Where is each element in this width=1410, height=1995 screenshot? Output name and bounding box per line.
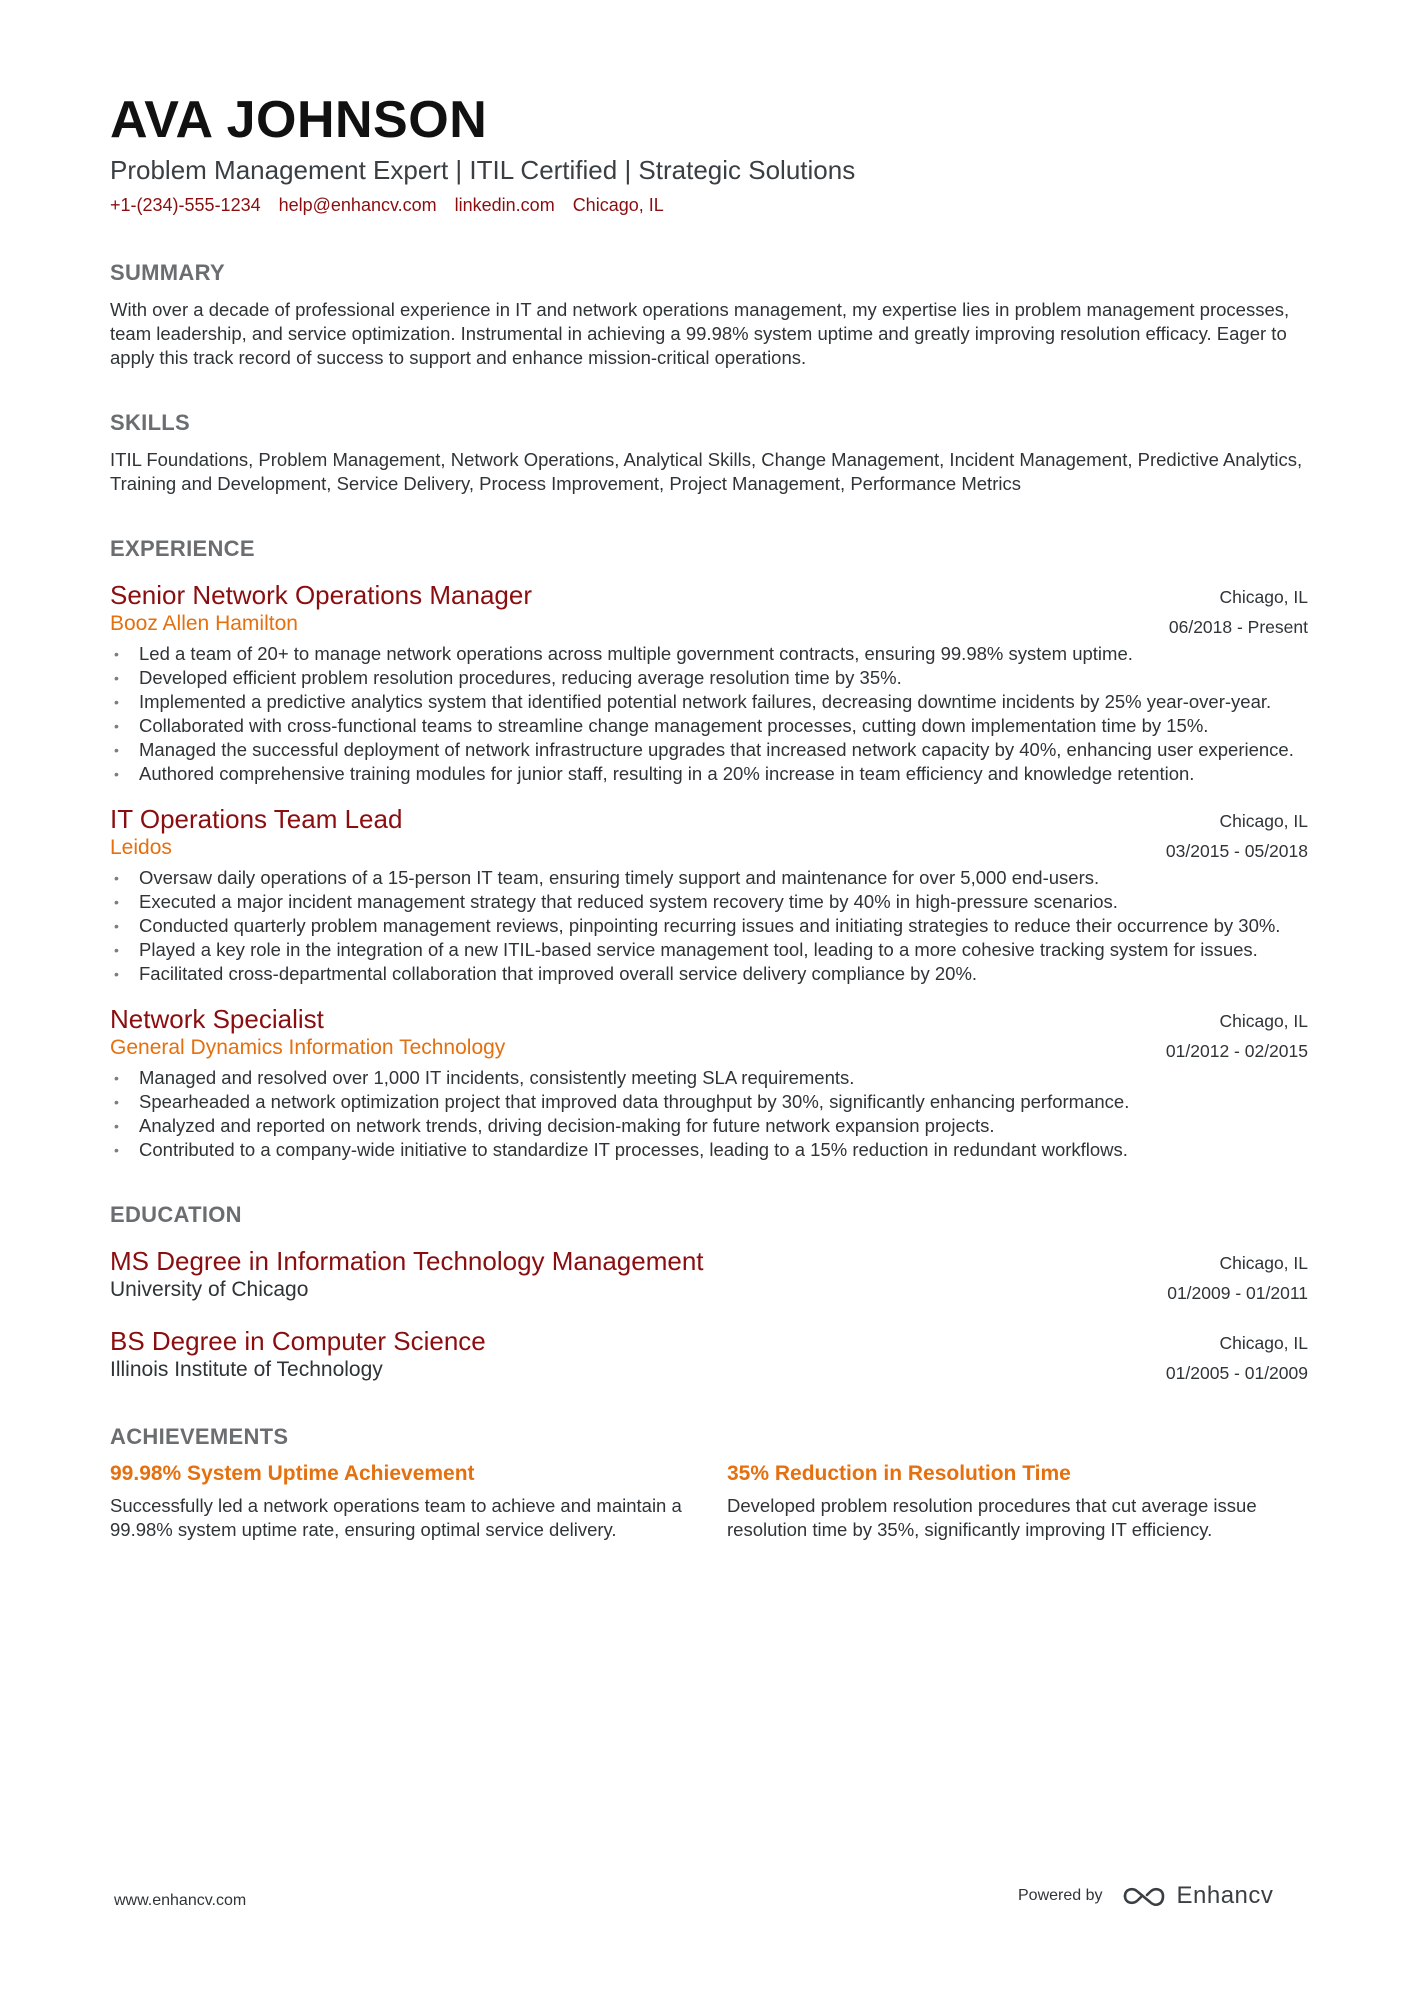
- job-entry: [110, 804, 1308, 986]
- degree-title: MS Degree in Information Technology Management: [110, 1245, 704, 1276]
- section-title: ACHIEVEMENTS: [110, 1423, 289, 1449]
- education-meta: [1166, 1328, 1308, 1388]
- list-item: • Collaborated with cross-functional teams to streamline change management processes, cutting down implementation time by 15%.: [110, 714, 1308, 738]
- skills-section: [110, 410, 1308, 496]
- list-item: • Analyzed and reported on network trends, driving decision-making for future network expansion projects.: [110, 1114, 1308, 1138]
- job-title: IT Operations Team Lead: [110, 803, 403, 834]
- achievements-grid: [110, 1462, 1308, 1542]
- education-entry: [110, 1326, 1308, 1384]
- job-entry: [110, 1004, 1308, 1162]
- section-title: EXPERIENCE: [110, 535, 255, 561]
- education-location: Chicago, IL: [1219, 1332, 1308, 1353]
- school-name: University of Chicago: [110, 1277, 309, 1301]
- list-item: • Implemented a predictive analytics system that identified potential network failures, decreasing downtime incidents by 25% year-over-year.: [110, 690, 1308, 714]
- achievement-text: Developed problem resolution procedures that cut average issue resolution time by 35%, significantly improving IT efficiency.: [727, 1494, 1257, 1540]
- education-dates: 01/2009 - 01/2011: [1167, 1282, 1308, 1303]
- job-bullets: [110, 866, 1308, 986]
- job-meta: [1166, 806, 1308, 866]
- achievement-title: 35% Reduction in Resolution Time: [727, 1461, 1071, 1485]
- list-item: • Contributed to a company-wide initiative to standardize IT processes, leading to a 15% reduction in redundant workflows.: [110, 1138, 1308, 1162]
- skills-text: ITIL Foundations, Problem Management, Network Operations, Analytical Skills, Change Management, Incident Management, Predictive Analytics, Training and Development, Service Delivery, Process Improvement, Project Management, Performance Metrics: [110, 448, 1303, 494]
- education-section: [110, 1202, 1308, 1384]
- job-location: Chicago, IL: [1219, 586, 1308, 607]
- powered-by-label: Powered by: [1018, 1887, 1103, 1904]
- contact-bar: [110, 195, 1308, 216]
- linkedin-link[interactable]: linkedin.com: [454, 194, 555, 215]
- experience-section: [110, 536, 1308, 1162]
- list-item: • Oversaw daily operations of a 15-person IT team, ensuring timely support and maintenance for over 5,000 end-users.: [110, 866, 1308, 890]
- job-bullets: [110, 1066, 1308, 1162]
- resume-page: [110, 91, 1308, 1542]
- education-meta: [1167, 1248, 1308, 1308]
- list-item: • Executed a major incident management strategy that reduced system recovery time by 40% in high-pressure scenarios.: [110, 890, 1308, 914]
- phone-link[interactable]: +1-(234)-555-1234: [110, 194, 261, 215]
- job-dates: 03/2015 - 05/2018: [1165, 840, 1308, 861]
- list-item: • Authored comprehensive training modules for junior staff, resulting in a 20% increase in team efficiency and knowledge retention.: [110, 762, 1308, 786]
- enhancv-brand[interactable]: [1121, 1882, 1274, 1910]
- brand-name: Enhancv: [1176, 1882, 1274, 1909]
- email-link[interactable]: help@enhancv.com: [278, 194, 437, 215]
- job-dates: 01/2012 - 02/2015: [1165, 1040, 1308, 1061]
- achievement-item: [727, 1462, 1308, 1542]
- education-location: Chicago, IL: [1219, 1252, 1308, 1273]
- achievement-item: [110, 1462, 691, 1542]
- footer-branding: [1018, 1882, 1273, 1910]
- job-meta: [1169, 582, 1308, 642]
- list-item: • Conducted quarterly problem management reviews, pinpointing recurring issues and initiating strategies to reduce their occurrence by 30%.: [110, 914, 1308, 938]
- job-dates: 06/2018 - Present: [1168, 616, 1308, 637]
- achievement-title: 99.98% System Uptime Achievement: [110, 1461, 475, 1485]
- company-name: Booz Allen Hamilton: [110, 611, 298, 635]
- list-item: • Spearheaded a network optimization project that improved data throughput by 30%, significantly enhancing performance.: [110, 1090, 1308, 1114]
- achievements-section: [110, 1424, 1308, 1542]
- location-text: Chicago, IL: [572, 194, 664, 215]
- section-title: SKILLS: [110, 409, 191, 435]
- candidate-name: AVA JOHNSON: [110, 91, 488, 149]
- school-name: Illinois Institute of Technology: [110, 1357, 383, 1381]
- section-title: EDUCATION: [110, 1201, 242, 1227]
- summary-text: With over a decade of professional experience in IT and network operations management, my expertise lies in problem management processes, team leadership, and service optimization. Instrumental in achieving a 99.98% system uptime and greatly improving resolution efficacy. Eager to apply this track record of success to support and enhance mission-critical operations.: [110, 298, 1290, 368]
- list-item: • Managed the successful deployment of network infrastructure upgrades that increased network capacity by 40%, enhancing user experience.: [110, 738, 1308, 762]
- list-item: • Led a team of 20+ to manage network operations across multiple government contracts, ensuring 99.98% system uptime.: [110, 642, 1308, 666]
- job-meta: [1166, 1006, 1308, 1066]
- company-name: Leidos: [110, 835, 172, 859]
- job-location: Chicago, IL: [1219, 810, 1308, 831]
- list-item: • Developed efficient problem resolution procedures, reducing average resolution time by 35%.: [110, 666, 1308, 690]
- education-dates: 01/2005 - 01/2009: [1165, 1362, 1308, 1383]
- section-title: SUMMARY: [110, 259, 225, 285]
- degree-title: BS Degree in Computer Science: [110, 1325, 486, 1356]
- list-item: • Facilitated cross-departmental collaboration that improved overall service delivery compliance by 20%.: [110, 962, 1308, 986]
- job-title: Senior Network Operations Manager: [110, 579, 532, 610]
- enhancv-logo-icon: [1121, 1883, 1167, 1909]
- job-entry: [110, 580, 1308, 786]
- tagline: Problem Management Expert | ITIL Certified | Strategic Solutions: [110, 155, 856, 185]
- summary-section: [110, 260, 1308, 370]
- list-item: • Managed and resolved over 1,000 IT incidents, consistently meeting SLA requirements.: [110, 1066, 1308, 1090]
- job-title: Network Specialist: [110, 1003, 324, 1034]
- job-bullets: [110, 642, 1308, 786]
- company-name: General Dynamics Information Technology: [110, 1035, 506, 1059]
- achievement-text: Successfully led a network operations team to achieve and maintain a 99.98% system uptime rate, ensuring optimal service delivery.: [110, 1494, 682, 1540]
- footer-website[interactable]: www.enhancv.com: [114, 1892, 247, 1909]
- job-location: Chicago, IL: [1219, 1010, 1308, 1031]
- list-item: • Played a key role in the integration of a new ITIL-based service management tool, leading to a more cohesive tracking system for issues.: [110, 938, 1308, 962]
- education-entry: [110, 1246, 1308, 1304]
